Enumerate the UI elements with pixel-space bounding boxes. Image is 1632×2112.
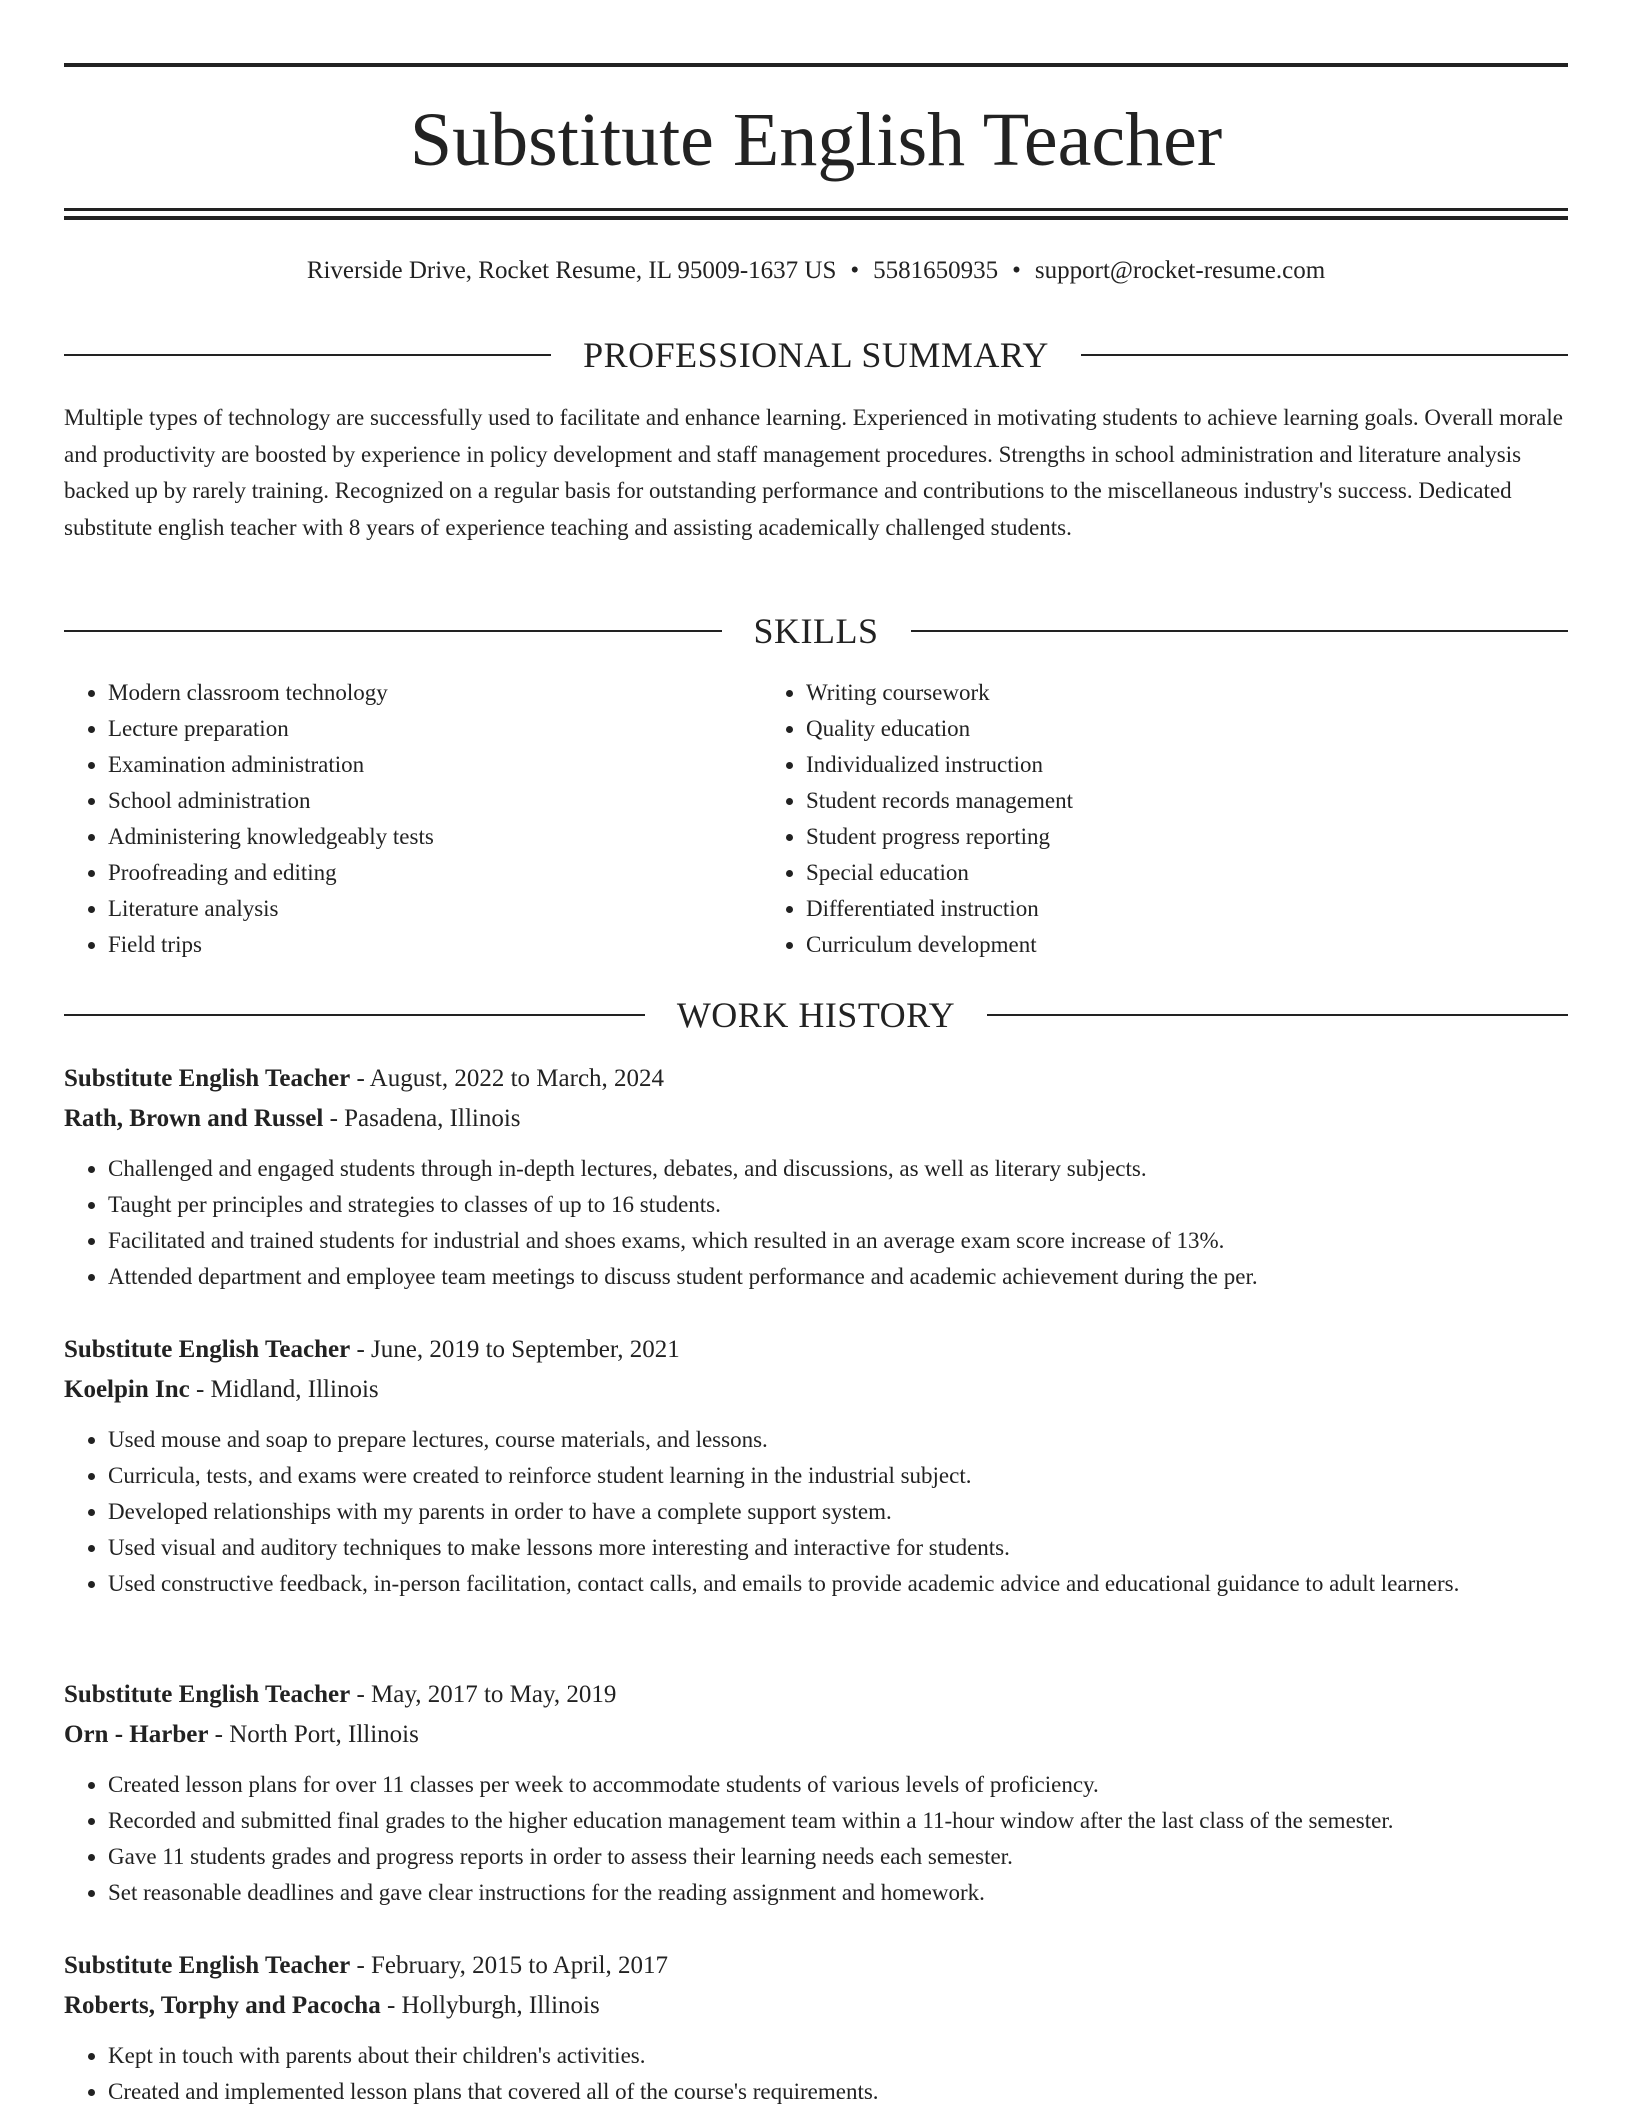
skill-item: • Proofreading and editing <box>108 855 762 891</box>
job-bullet: • Used mouse and soap to prepare lectures, course materials, and lessons. <box>108 1422 1568 1458</box>
summary-heading-label: PROFESSIONAL SUMMARY <box>583 335 1049 375</box>
job-location: - North Port, Illinois <box>208 1721 419 1748</box>
job-bullet: • Taught per principles and strategies to classes of up to 16 students. <box>108 1187 1568 1223</box>
job-bullet: • Recorded and submitted final grades to the higher education management team within a 11-hour window after the last class of the semester. <box>108 1803 1568 1839</box>
title-rule-upper <box>64 208 1568 211</box>
skill-item: • Student records management <box>806 783 1524 819</box>
job-bullet: • Set reasonable deadlines and gave clear instructions for the reading assignment and homework. <box>108 1875 1568 1911</box>
skill-item: • Examination administration <box>108 747 762 783</box>
job-entry <box>64 1675 1568 1911</box>
skill-item: • Student progress reporting <box>806 819 1524 855</box>
contact-separator: • <box>850 257 860 284</box>
skill-item: • Special education <box>806 855 1524 891</box>
contact-email: support@rocket-resume.com <box>1034 257 1326 284</box>
job-bullets <box>64 2038 1568 2110</box>
job-title: Substitute English Teacher <box>64 1681 351 1708</box>
top-rule <box>64 63 1568 67</box>
job-bullet: • Curricula, tests, and exams were created to reinforce student learning in the industrial subject. <box>108 1458 1568 1494</box>
heading-rule-right <box>911 630 1569 632</box>
job-company-line <box>64 1715 1568 1755</box>
job-title: Substitute English Teacher <box>64 1952 351 1979</box>
job-bullet: • Created lesson plans for over 11 classes per week to accommodate students of various levels of proficiency. <box>108 1767 1568 1803</box>
job-bullet: • Used visual and auditory techniques to make lessons more interesting and interactive for students. <box>108 1530 1568 1566</box>
skill-item: • Quality education <box>806 711 1524 747</box>
contact-address: Riverside Drive, Rocket Resume, IL 95009-1637 US <box>306 257 837 284</box>
job-title-line <box>64 1330 1568 1370</box>
job-company: Roberts, Torphy and Pacocha <box>64 1992 381 2019</box>
job-dates: - February, 2015 to April, 2017 <box>350 1952 668 1979</box>
skill-item: • Curriculum development <box>806 927 1524 963</box>
job-entry <box>64 1946 1568 2110</box>
skills-heading-label: SKILLS <box>753 611 879 651</box>
job-bullet: • Kept in touch with parents about their children's activities. <box>108 2038 1568 2074</box>
job-title: Substitute English Teacher <box>64 1336 351 1363</box>
job-bullet: • Created and implemented lesson plans that covered all of the course's requirements. <box>108 2074 1568 2110</box>
job-title-line <box>64 1675 1568 1715</box>
work-history-heading <box>64 993 1568 1037</box>
contact-phone: 5581650935 <box>873 257 999 284</box>
work-history-heading-label: WORK HISTORY <box>676 995 956 1035</box>
skill-item: • Individualized instruction <box>806 747 1524 783</box>
heading-rule-left <box>64 630 722 632</box>
job-bullets <box>64 1422 1568 1602</box>
job-company-line <box>64 1370 1568 1410</box>
job-bullet: • Gave 11 students grades and progress reports in order to assess their learning needs each semester. <box>108 1839 1568 1875</box>
heading-rule-left <box>64 1014 645 1016</box>
job-location: - Midland, Illinois <box>189 1376 379 1403</box>
job-location: - Pasadena, Illinois <box>323 1105 521 1132</box>
skill-item: • Literature analysis <box>108 891 762 927</box>
heading-rule-right <box>1081 354 1568 356</box>
skill-item: • Lecture preparation <box>108 711 762 747</box>
job-company: Koelpin Inc <box>64 1376 190 1403</box>
summary-text: Multiple types of technology are successfully used to facilitate and enhance learning. Experienced in motivating students to achieve learning goals. Overall morale and productivity are boosted by experience in policy development and staff management procedures. Strengths in school administration and literature analysis backed up by rarely training. Recognized on a regular basis for outstanding performance and contributions to the miscellaneous industry's success. Dedicated substitute english teacher with 8 years of experience teaching and assisting academically challenged students. <box>64 405 1563 540</box>
job-title-line <box>64 1946 1568 1986</box>
job-dates: - May, 2017 to May, 2019 <box>350 1681 617 1708</box>
skills-column-right <box>762 675 1524 963</box>
heading-rule-right <box>987 1014 1568 1016</box>
job-dates: - August, 2022 to March, 2024 <box>350 1065 665 1092</box>
document-title: Substitute English Teacher <box>409 98 1223 182</box>
skill-item: • Writing coursework <box>806 675 1524 711</box>
job-entry <box>64 1059 1568 1295</box>
summary-heading <box>64 333 1568 377</box>
heading-rule-left <box>64 354 551 356</box>
skill-item: • Differentiated instruction <box>806 891 1524 927</box>
job-company-line <box>64 1986 1568 2026</box>
job-bullets <box>64 1767 1568 1911</box>
title-rule-lower <box>64 216 1568 220</box>
skills-column-left <box>64 675 762 963</box>
contact-line <box>64 254 1568 288</box>
skill-item: • Modern classroom technology <box>108 675 762 711</box>
job-company: Rath, Brown and Russel <box>64 1105 324 1132</box>
job-title: Substitute English Teacher <box>64 1065 351 1092</box>
skill-item: • School administration <box>108 783 762 819</box>
skills-list <box>64 675 1568 963</box>
job-company-line <box>64 1099 1568 1139</box>
job-bullet: • Facilitated and trained students for industrial and shoes exams, which resulted in an average exam score increase of 13%. <box>108 1223 1568 1259</box>
skill-item: • Field trips <box>108 927 762 963</box>
skills-heading <box>64 609 1568 653</box>
job-location: - Hollyburgh, Illinois <box>380 1992 600 2019</box>
job-bullet: • Challenged and engaged students through in-depth lectures, debates, and discussions, as well as literary subjects. <box>108 1151 1568 1187</box>
job-entry <box>64 1330 1568 1602</box>
job-company: Orn - Harber <box>64 1721 209 1748</box>
job-bullet: • Developed relationships with my parents in order to have a complete support system. <box>108 1494 1568 1530</box>
job-title-line <box>64 1059 1568 1099</box>
job-bullet: • Attended department and employee team meetings to discuss student performance and academic achievement during the per. <box>108 1259 1568 1295</box>
job-bullets <box>64 1151 1568 1295</box>
job-dates: - June, 2019 to September, 2021 <box>350 1336 680 1363</box>
job-bullet: • Used constructive feedback, in-person facilitation, contact calls, and emails to provide academic advice and educational guidance to adult learners. <box>108 1566 1568 1602</box>
skill-item: • Administering knowledgeably tests <box>108 819 762 855</box>
contact-separator: • <box>1012 257 1021 284</box>
